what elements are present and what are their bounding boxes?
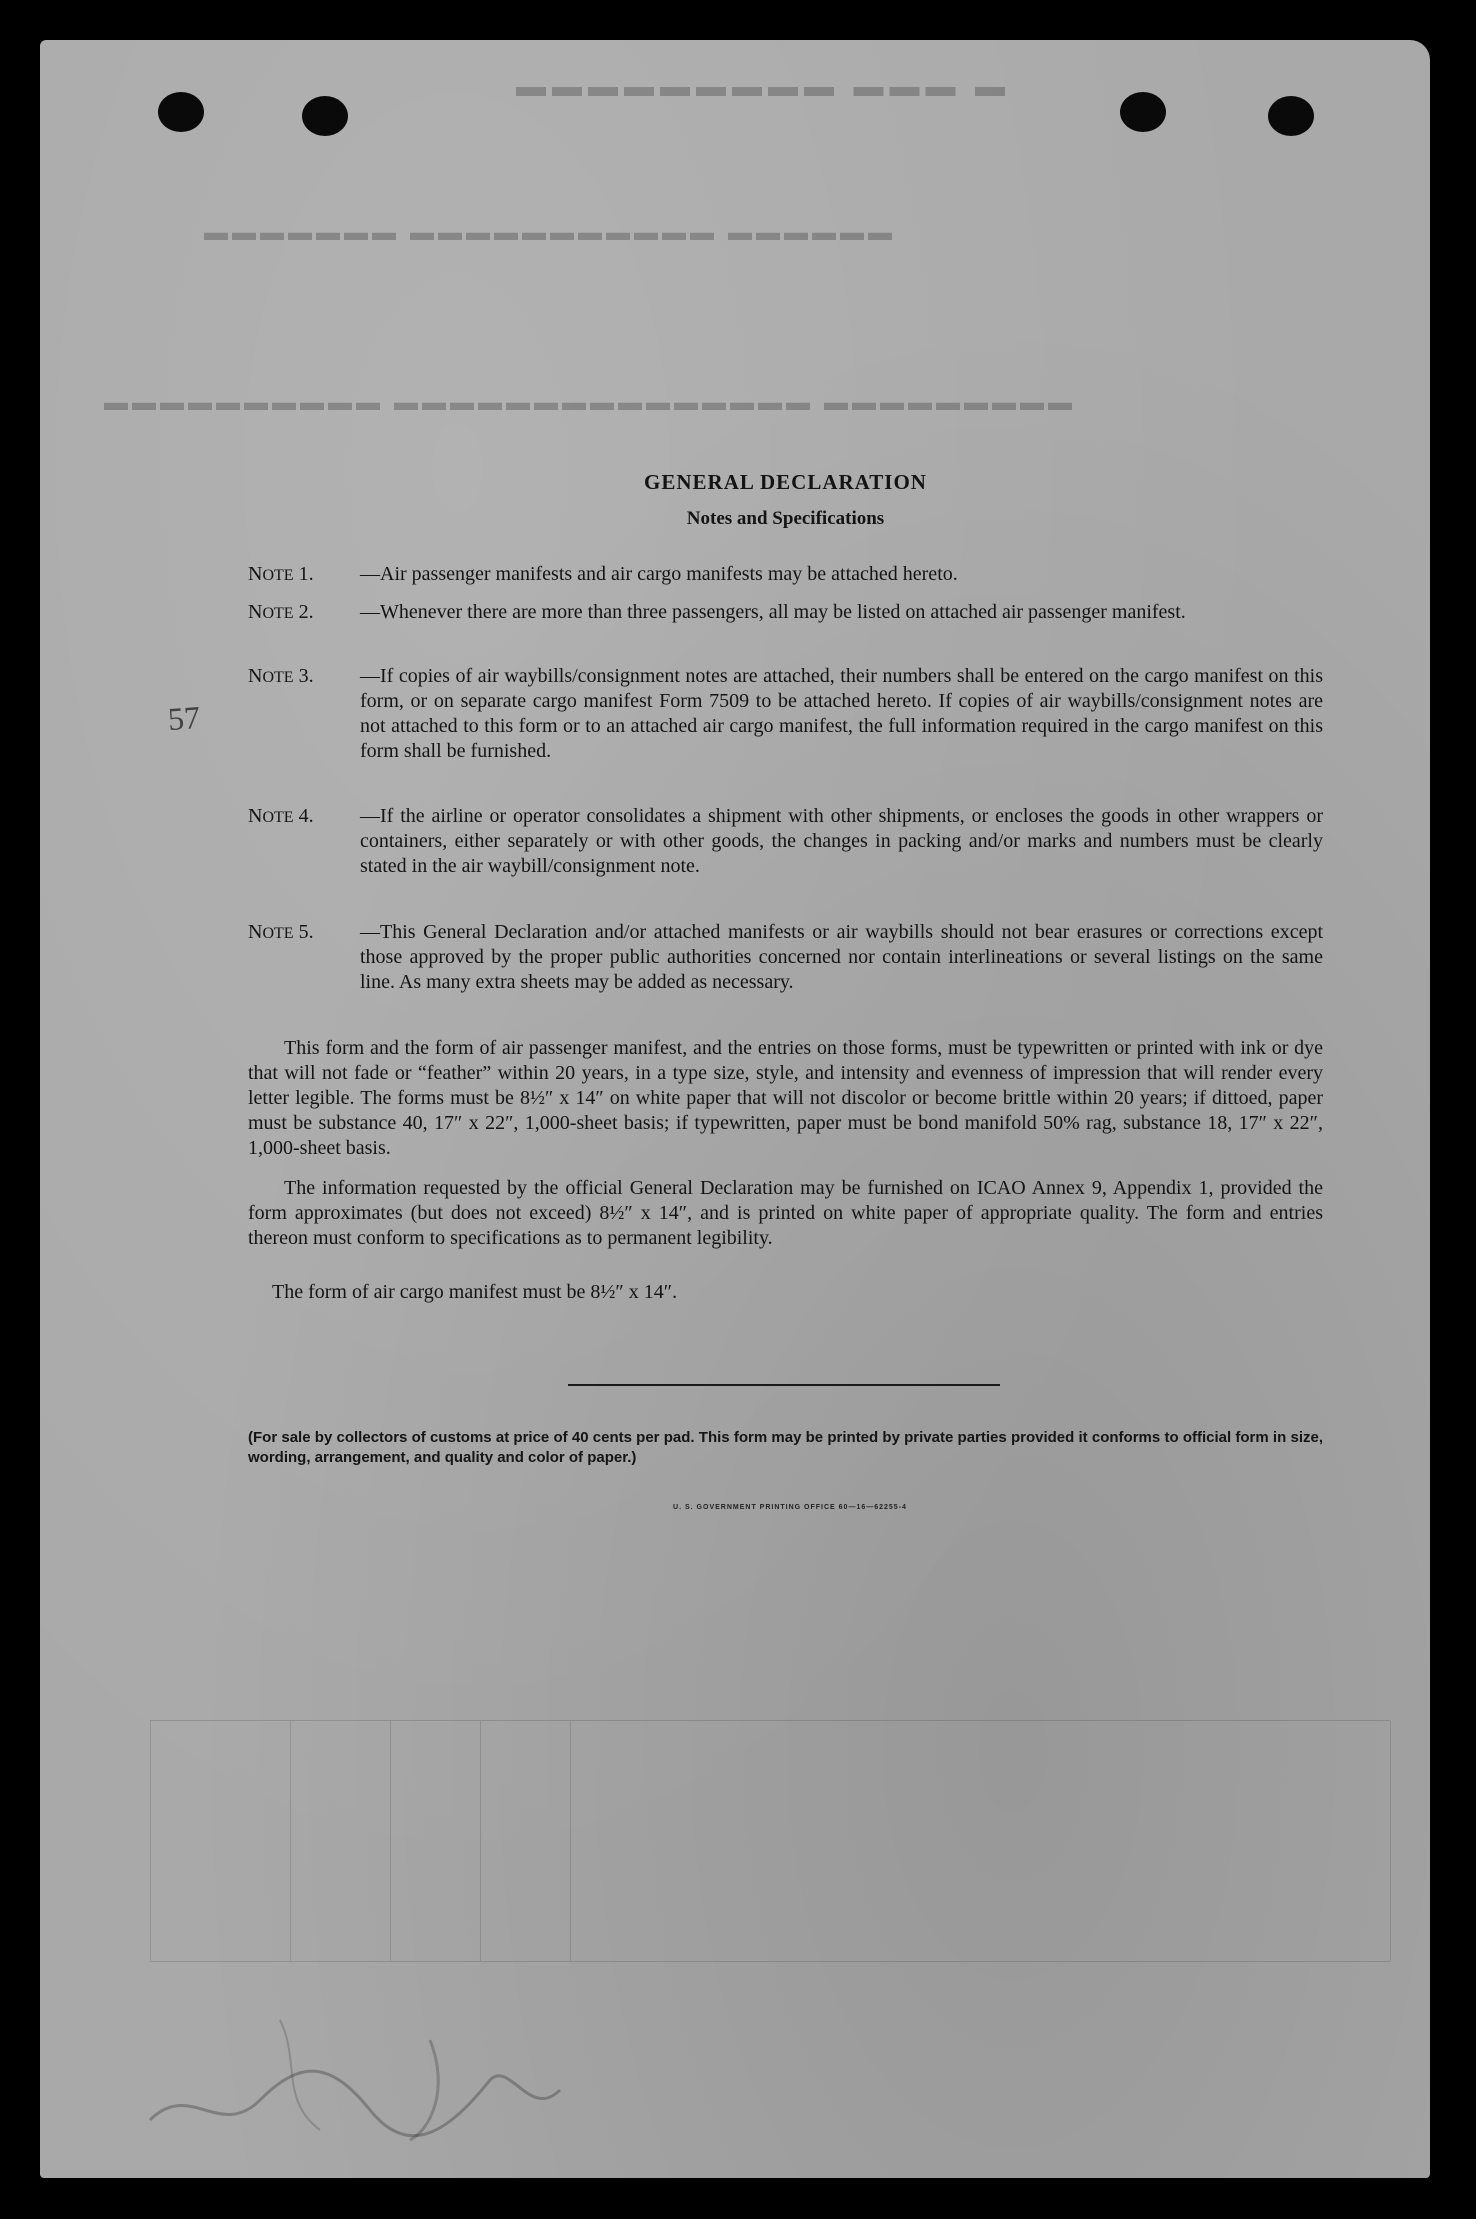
- document-page: [40, 40, 1430, 2178]
- note-5: [248, 920, 1323, 995]
- document-subtitle: Notes and Specifications: [686, 508, 885, 529]
- note-3: [248, 664, 1323, 764]
- note-label: NOTE 3.: [248, 665, 314, 687]
- sale-notice: (For sale by collectors of customs at price of 40 cents per pad. This form may be printed by private parties provided it conforms to official form in size, wording, arrangement, and quality and color of paper.): [248, 1429, 1323, 1466]
- note-text: —If copies of air waybills/consignment notes are attached, their numbers shall be entered on the cargo manifest on this form, or on separate cargo manifest Form 7509 to be attached hereto. If copies of air waybills/consignment notes are not attached to this form or to an attached air cargo manifest, the full information required in the cargo manifest on this form shall be furnished.: [360, 665, 1323, 762]
- note-label: NOTE 1.: [248, 563, 314, 585]
- bleed-through-line-1: ▬▬▬▬▬▬ ▬▬▬▬▬▬▬▬▬▬▬ ▬▬▬▬▬▬▬: [200, 220, 892, 246]
- note-label: NOTE 4.: [248, 805, 314, 827]
- note-label: NOTE 2.: [248, 601, 314, 623]
- bleed-through-table-column: [150, 1721, 151, 1961]
- printer-imprint: U. S. GOVERNMENT PRINTING OFFICE 60—16—62255-4: [673, 1504, 907, 1511]
- margin-handwritten-number: 57: [166, 698, 202, 738]
- note-text: —Air passenger manifests and air cargo manifests may be attached hereto.: [360, 563, 958, 585]
- note-text: —This General Declaration and/or attached manifests or air waybills should not bear erasures or corrections except those approved by the proper public authorities concerned nor contain interlineations or several listings on the same line. As many extra sheets may be added as necessary.: [360, 921, 1323, 993]
- note-2: [248, 600, 1323, 625]
- punch-hole-left: [158, 92, 204, 132]
- cargo-manifest-size-paragraph: The form of air cargo manifest must be 8½″ x 14″.: [272, 1281, 678, 1303]
- note-4: [248, 804, 1323, 879]
- bleed-through-table-column: [1390, 1721, 1391, 1961]
- divider-rule: [568, 1384, 1000, 1386]
- declaration-body: [248, 40, 1323, 2178]
- note-1: [248, 562, 1323, 587]
- note-text: —Whenever there are more than three passengers, all may be listed on attached air passenger manifest.: [360, 601, 1186, 623]
- paper-specification-paragraph: This form and the form of air passenger manifest, and the entries on those forms, must be typewritten or printed with ink or dye that will not fade or “feather” within 20 years, in a type size, style, and intensity and evenness of impression that will render every letter legible. The forms must be 8½″ x 14″ on white paper that will not discolor or become brittle within 20 years; if dittoed, paper must be substance 40, 17″ x 22″, 1,000-sheet basis; if typewritten, paper must be bond manifold 50% rag, substance 18, 17″ x 22″, 1,000-sheet basis.: [248, 1037, 1323, 1159]
- document-title: GENERAL DECLARATION: [644, 470, 927, 494]
- bleed-through-line-2: ▬▬▬▬▬▬▬▬▬ ▬▬▬▬▬▬▬▬▬▬▬▬▬▬▬ ▬▬▬▬▬▬▬▬▬▬: [100, 390, 1072, 416]
- icao-paragraph: The information requested by the official General Declaration may be furnished on ICAO Annex 9, Appendix 1, provided the form approximates (but does not exceed) 8½″ x 14″, and is printed on white paper of appropriate quality. The form and entries thereon must conform to specifications as to permanent legibility.: [248, 1177, 1323, 1249]
- bleed-through-header: ▬ ▬▬▬ ▬▬▬▬▬▬▬▬▬: [510, 70, 1005, 103]
- note-label: NOTE 5.: [248, 921, 314, 943]
- note-text: —If the airline or operator consolidates a shipment with other shipments, or encloses the goods in other wrappers or containers, either separately or with other goods, the changes in packing and/or marks and numbers must be clearly stated in the air waybill/consignment note.: [360, 805, 1323, 877]
